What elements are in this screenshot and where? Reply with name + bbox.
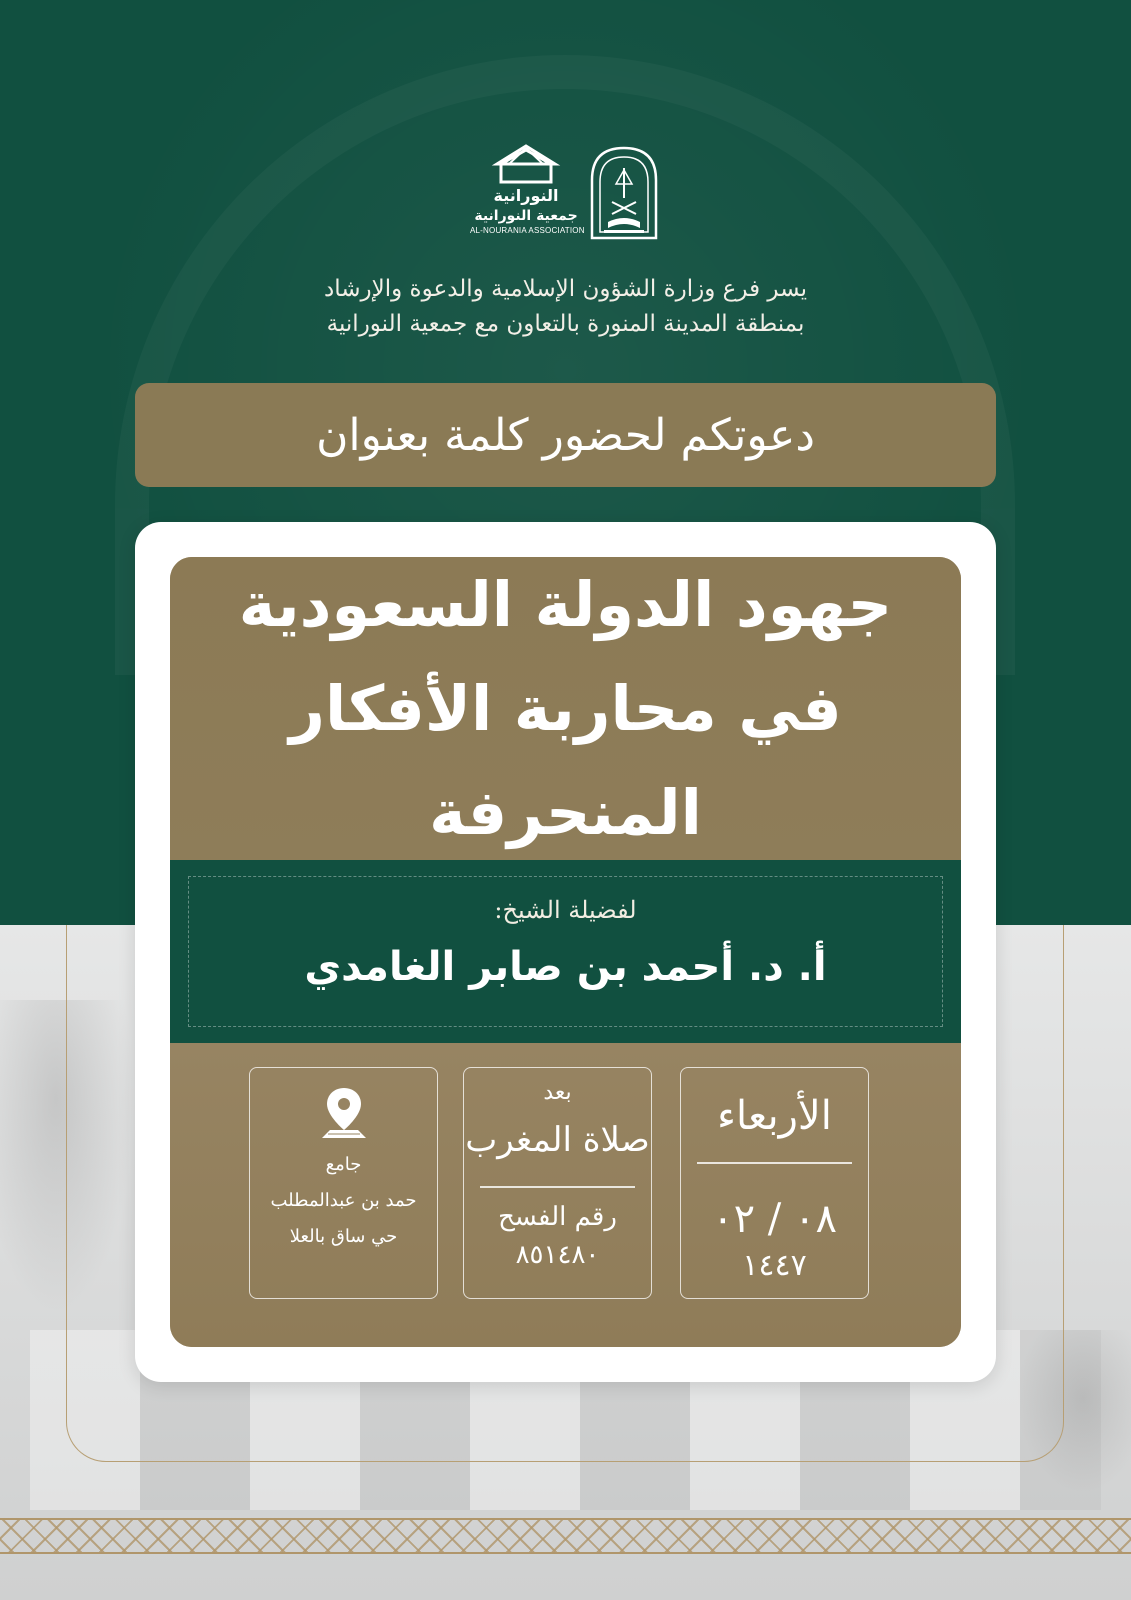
- nourania-logo-mark: النورانية: [493, 186, 559, 205]
- date-value: ٠٨ / ٠٢: [712, 1196, 837, 1242]
- nourania-logo-icon: [470, 144, 585, 244]
- location-pin-icon: [318, 1086, 370, 1142]
- ornamental-border-strip: [0, 1518, 1131, 1554]
- nourania-house-icon: [491, 144, 561, 184]
- speaker-label: لفضيلة الشيخ:: [494, 896, 637, 924]
- intro-text: [200, 272, 931, 342]
- talk-title-line-2: في محاربة الأفكار المنحرفة: [289, 671, 842, 849]
- time-box: [463, 1067, 652, 1299]
- room-number: ٨٥١٤٨٠: [515, 1240, 600, 1270]
- lecture-card-inner: [170, 557, 961, 1347]
- place-type: جامع: [325, 1154, 362, 1175]
- date-box: [680, 1067, 869, 1299]
- location-box: [249, 1067, 438, 1299]
- day-name: الأربعاء: [717, 1093, 832, 1139]
- nourania-logo-name: جمعية النورانية: [474, 208, 578, 224]
- place-name: حمد بن عبدالمطلب: [270, 1190, 417, 1211]
- date-divider: [697, 1162, 852, 1164]
- room-label: رقم الفسح: [498, 1202, 617, 1232]
- nourania-logo-english: AL-NOURANIA ASSOCIATION: [470, 226, 585, 235]
- year-value: ١٤٤٧: [742, 1248, 807, 1283]
- place-district: حي ساق بالعلا: [289, 1226, 398, 1247]
- lecture-card: [135, 522, 996, 1382]
- intro-line-1: يسر فرع وزارة الشؤون الإسلامية والدعوة والإرشاد: [323, 276, 807, 302]
- speaker-band: [170, 860, 961, 1043]
- intro-line-2: بمنطقة المدينة المنورة بالتعاون مع جمعية النورانية: [326, 311, 805, 337]
- ministry-emblem-icon: [588, 144, 660, 240]
- prayer-name: صلاة المغرب: [465, 1120, 650, 1160]
- time-prefix: بعد: [543, 1080, 572, 1105]
- speaker-name: أ. د. أحمد بن صابر الغامدي: [304, 944, 827, 990]
- logos: [470, 140, 660, 245]
- talk-title-line-1: جهود الدولة السعودية: [238, 567, 893, 641]
- event-details: [170, 1043, 961, 1347]
- talk-title: [170, 557, 961, 860]
- invitation-text: دعوتكم لحضور كلمة بعنوان: [316, 409, 815, 461]
- time-divider: [480, 1186, 635, 1188]
- invitation-banner: [135, 383, 996, 487]
